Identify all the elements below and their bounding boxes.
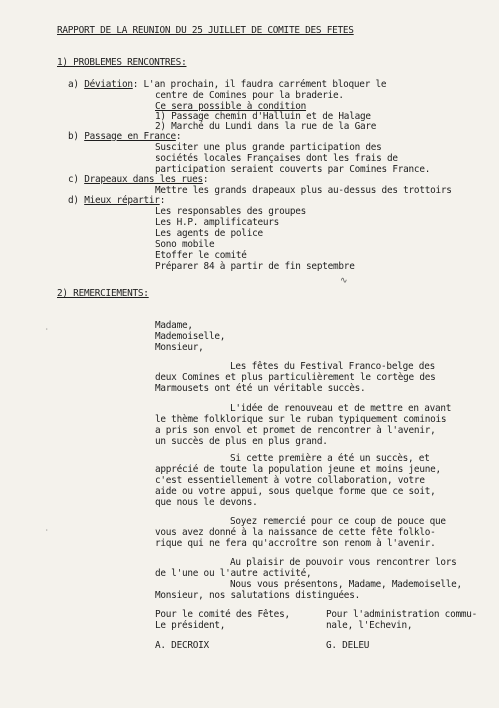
margin-speck: · xyxy=(45,326,49,333)
item-b-line2: sociétés locales Françaises dont les frais de xyxy=(155,153,398,164)
section2-heading: 2) REMERCIEMENTS: xyxy=(57,288,149,299)
paragraph-line: vous avez donné à la naissance de cette fête folklo- xyxy=(155,527,436,538)
list-item: Préparer 84 à partir de fin septembre xyxy=(155,261,355,272)
paragraph-line: apprécié de toute la population jeune et moins jeune, xyxy=(155,464,441,475)
paragraph-line: de l'une ou l'autre activité, xyxy=(155,568,312,579)
item-a-sub2: 2) Marché du Lundi dans la rue de la Gare xyxy=(155,121,377,132)
item-b-label: b) xyxy=(68,131,85,142)
list-item: Les agents de police xyxy=(155,228,263,239)
paragraph-line: Si cette première a été un succès, et xyxy=(230,453,430,464)
item-c-line1: Mettre les grands drapeaux plus au-dessus des trottoirs xyxy=(155,185,452,196)
salutation-line: Mademoiselle, xyxy=(155,331,226,342)
item-d-colon: : xyxy=(159,195,166,206)
paragraph-line: Marmousets ont été un véritable succès. xyxy=(155,383,366,394)
item-a-sub1: 1) Passage chemin d'Halluin et de Halage xyxy=(155,111,371,122)
paragraph-line: a pris son envol et promet de rencontrer à l'avenir, xyxy=(155,425,436,436)
item-d-label: d) xyxy=(68,195,85,206)
list-item: Les H.P. amplificateurs xyxy=(155,217,280,228)
item-d-heading xyxy=(68,195,165,206)
paragraph-line: Soyez remercié pour ce coup de pouce que xyxy=(230,516,446,527)
paragraph-line: L'idée de renouveau et de mettre en avant xyxy=(230,403,452,414)
signatory-left: A. DECROIX xyxy=(155,640,209,651)
list-item: Les responsables des groupes xyxy=(155,206,307,217)
paragraph-line: Nous vous présentons, Madame, Mademoiselle, xyxy=(230,579,462,590)
signoff-left-line: Le président, xyxy=(155,620,226,631)
item-b-heading xyxy=(68,131,181,142)
paragraph-line: que nous le devons. xyxy=(155,497,258,508)
salutation-line: Monsieur, xyxy=(155,342,204,353)
salutation-line: Madame, xyxy=(155,320,193,331)
signoff-left-line: Pour le comité des Fêtes, xyxy=(155,609,290,620)
signoff-right-line: Pour l'administration commu- xyxy=(326,609,478,620)
item-c-label: c) xyxy=(68,174,85,185)
item-a-text: : L'an prochain, il faudra carrément bloquer le xyxy=(132,79,387,90)
paragraph-line: un succès de plus en plus grand. xyxy=(155,436,328,447)
item-a-line1 xyxy=(68,79,386,90)
handwritten-mark: ∿ xyxy=(340,276,348,286)
list-item: Sono mobile xyxy=(155,239,215,250)
item-b-line3: participation seraient couverts par Comines France. xyxy=(155,164,431,175)
paragraph-line: aide ou votre appui, sous quelque forme que ce soit, xyxy=(155,486,436,497)
document-title: RAPPORT DE LA REUNION DU 25 JUILLET DE COMITE DES FETES xyxy=(57,25,354,36)
paragraph-line: c'est essentiellement à votre collaboration, votre xyxy=(155,475,425,486)
item-a-title: Déviation xyxy=(84,79,133,90)
item-d-title: Mieux répartir xyxy=(84,195,160,206)
item-c-title: Drapeaux dans les rues xyxy=(84,174,203,185)
item-b-title: Passage en France xyxy=(84,131,176,142)
margin-speck: · xyxy=(45,527,49,534)
paragraph-line: deux Comines et plus particulièrement le cortège des xyxy=(155,372,436,383)
item-a-condition: Ce sera possible à condition xyxy=(155,101,307,112)
list-item: Etoffer le comité xyxy=(155,250,247,261)
paragraph-line: Les fêtes du Festival Franco-belge des xyxy=(230,361,435,372)
paragraph-line: rique qui ne fera qu'accroître son renom à l'avenir. xyxy=(155,538,436,549)
paragraph-line: Au plaisir de pouvoir vous rencontrer lors xyxy=(230,557,457,568)
item-a-line2: centre de Comines pour la braderie. xyxy=(155,90,344,101)
section1-heading: 1) PROBLEMES RENCONTRES: xyxy=(57,57,187,68)
paragraph-line: Monsieur, nos salutations distinguées. xyxy=(155,590,360,601)
signoff-right-line: nale, l'Echevin, xyxy=(326,620,413,631)
paragraph-line: le thème folklorique sur le ruban typiquement cominois xyxy=(155,414,447,425)
item-c-colon: : xyxy=(202,174,209,185)
item-c-heading xyxy=(68,174,208,185)
item-a-label: a) xyxy=(68,79,85,90)
signatory-right: G. DELEU xyxy=(326,640,370,651)
item-b-line1: Susciter une plus grande participation des xyxy=(155,142,382,153)
item-b-colon: : xyxy=(175,131,182,142)
